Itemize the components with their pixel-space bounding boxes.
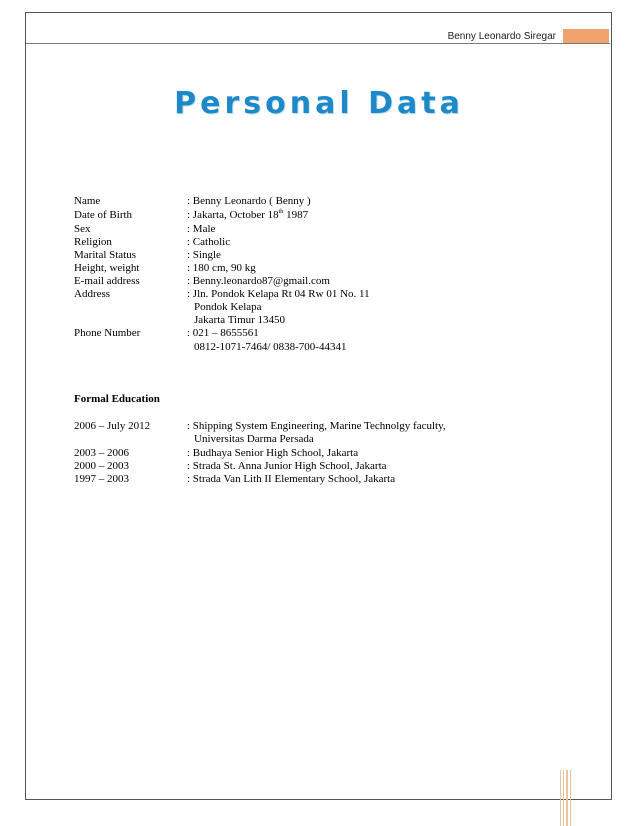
field-label: Phone Number <box>74 327 141 339</box>
education-period: 2003 – 2006 <box>74 447 129 459</box>
field-label: Height, weight <box>74 262 140 274</box>
field-label: Name <box>74 195 101 207</box>
field-value: : Catholic <box>187 236 231 248</box>
field-value: : 021 – 8655561 <box>187 327 259 339</box>
birth-value-pre: : Jakarta, October 18 <box>187 209 279 221</box>
page-border <box>25 12 612 800</box>
field-label: Date of Birth <box>74 209 133 221</box>
field-value: 0812-1071-7464/ 0838-700-44341 <box>194 341 347 353</box>
field-value: : Benny Leonardo ( Benny ) <box>187 195 311 207</box>
field-label: Sex <box>74 223 91 235</box>
field-value: Jakarta Timur 13450 <box>194 314 286 326</box>
field-label: Marital Status <box>74 249 137 261</box>
field-value: : Benny.leonardo87@gmail.com <box>187 275 330 287</box>
education-value: : Strada Van Lith II Elementary School, Jakarta <box>187 473 396 485</box>
field-value: : Jln. Pondok Kelapa Rt 04 Rw 01 No. 11 <box>187 288 370 300</box>
page-title: Personal Data <box>174 86 464 121</box>
education-period: 1997 – 2003 <box>74 473 129 485</box>
education-value: : Strada St. Anna Junior High School, Jakarta <box>187 460 387 472</box>
education-heading: Formal Education <box>74 393 160 405</box>
birth-value-sup: th <box>278 209 284 215</box>
education-value: : Shipping System Engineering, Marine Technolgy faculty, <box>187 420 446 432</box>
education-value: : Budhaya Senior High School, Jakarta <box>187 447 359 459</box>
field-value <box>187 208 308 222</box>
field-label: E-mail address <box>74 275 140 287</box>
header-rule <box>26 43 610 44</box>
header-author-name: Benny Leonardo Siregar <box>447 31 556 42</box>
field-value: : 180 cm, 90 kg <box>187 262 256 274</box>
education-period: 2000 – 2003 <box>74 460 129 472</box>
field-label: Religion <box>74 236 112 248</box>
birth-value-post: 1987 <box>283 209 309 221</box>
field-value: : Single <box>187 249 221 261</box>
header-accent-bar <box>563 29 609 43</box>
education-period: 2006 – July 2012 <box>74 420 151 432</box>
education-value: Universitas Darma Persada <box>194 433 314 445</box>
field-value: Pondok Kelapa <box>194 301 262 313</box>
field-label: Address <box>74 288 111 300</box>
field-value: : Male <box>187 223 216 235</box>
